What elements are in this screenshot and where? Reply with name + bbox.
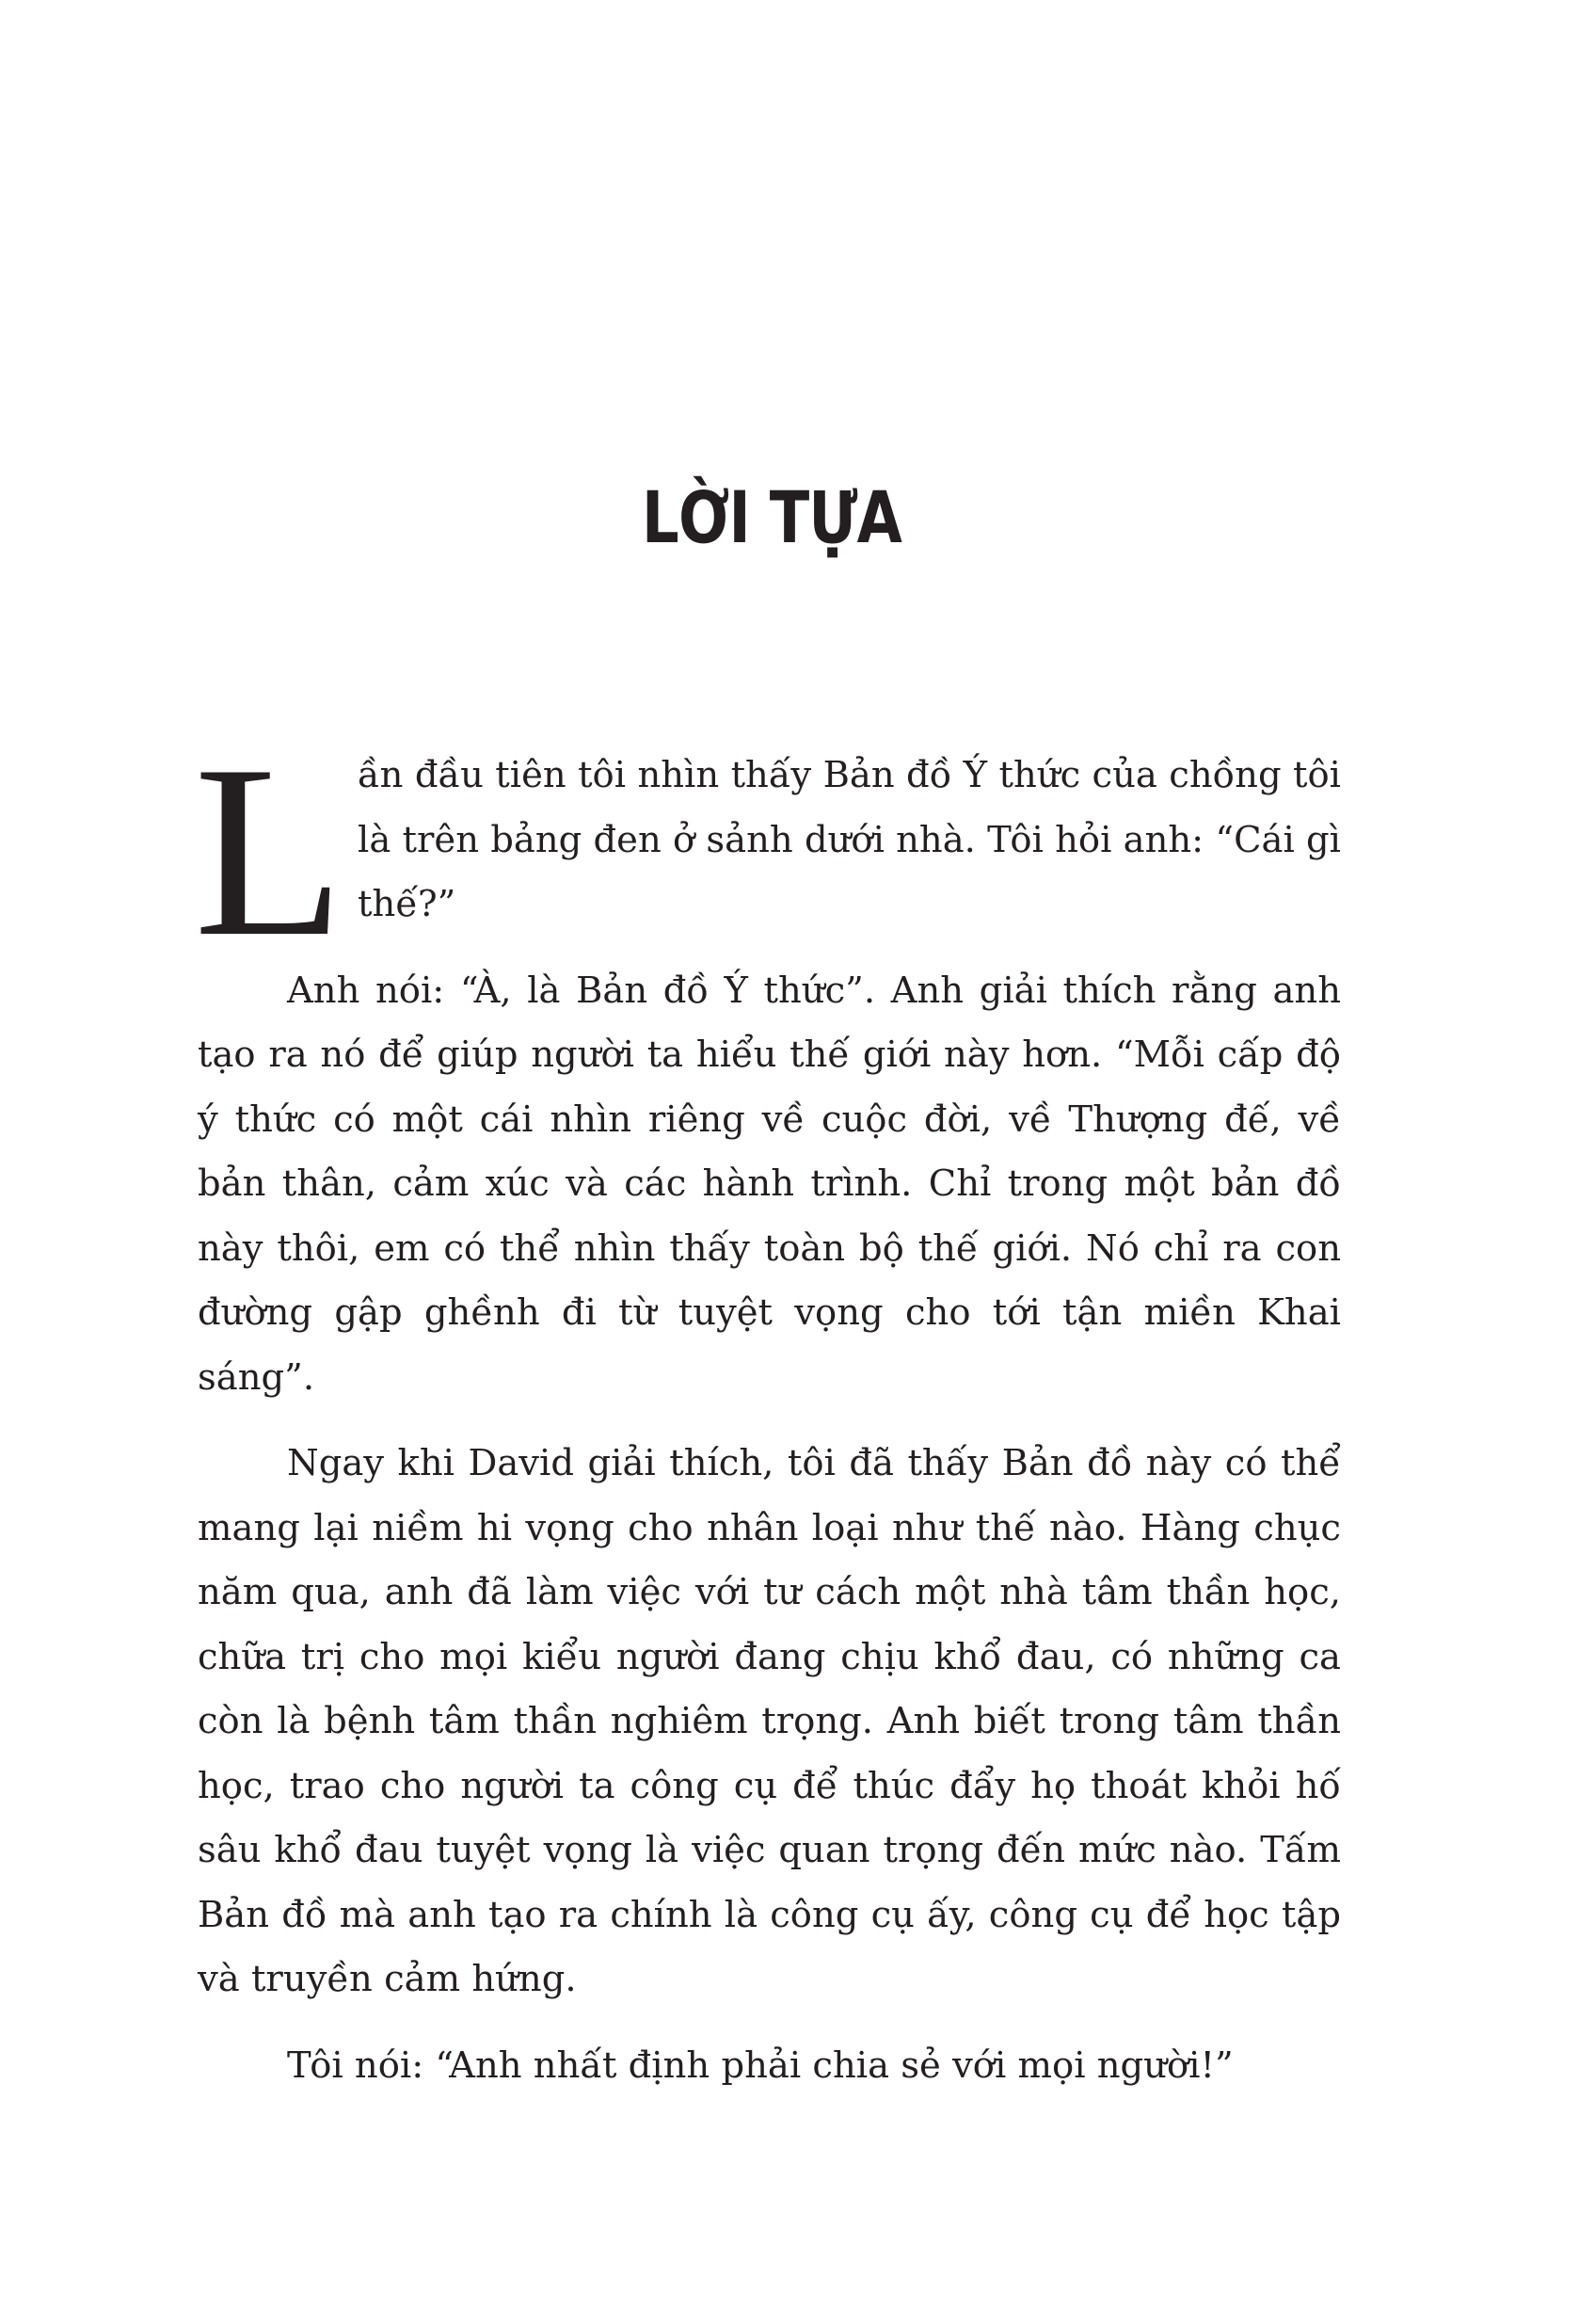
- paragraph-4: Tôi nói: “Anh nhất định phải chia sẻ với mọi người!”: [287, 2044, 1234, 2087]
- paragraph-1: [194, 714, 1341, 987]
- paragraph-2: Anh nói: “À, là Bản đồ Ý thức”. Anh giải thích rằng anh tạo ra nó để giúp người ta hiểu thế giới này hơn. “Mỗi cấp độ ý thức có một cái nhìn riêng về cuộc đời, về Thượng đế, về bản thân, cảm xúc và các hành trình. Chỉ trong một bản đồ này thôi, em có thể nhìn thấy toàn bộ thế giới. Nó chỉ ra con đường gập ghềnh đi từ tuyệt vọng cho tới tận miền Khai sáng”.: [198, 969, 1341, 1399]
- paragraph-3: Ngay khi David giải thích, tôi đã thấy Bản đồ này có thể mang lại niềm hi vọng cho nhân loại như thế nào. Hàng chục năm qua, anh đã làm việc với tư cách một nhà tâm thần học, chữa trị cho mọi kiểu người đang chịu khổ đau, có những ca còn là bệnh tâm thần nghiêm trọng. Anh biết trong tâm thần học, trao cho người ta công cụ để thúc đẩy họ thoát khỏi hố sâu khổ đau tuyệt vọng là việc quan trọng đến mức nào. Tấm Bản đồ mà anh tạo ra chính là công cụ ấy, công cụ để học tập và truyền cảm hứng.: [198, 1442, 1341, 2000]
- drop-cap: L: [194, 714, 345, 987]
- paragraph-1-text: ần đầu tiên tôi nhìn thấy Bản đồ Ý thức của chồng tôi là trên bảng đen ở sảnh dưới nhà. Tôi hỏi anh: “Cái gì thế?”: [358, 754, 1341, 925]
- chapter-title: LỜI TỰA: [641, 475, 902, 559]
- body-text: [194, 714, 1341, 2120]
